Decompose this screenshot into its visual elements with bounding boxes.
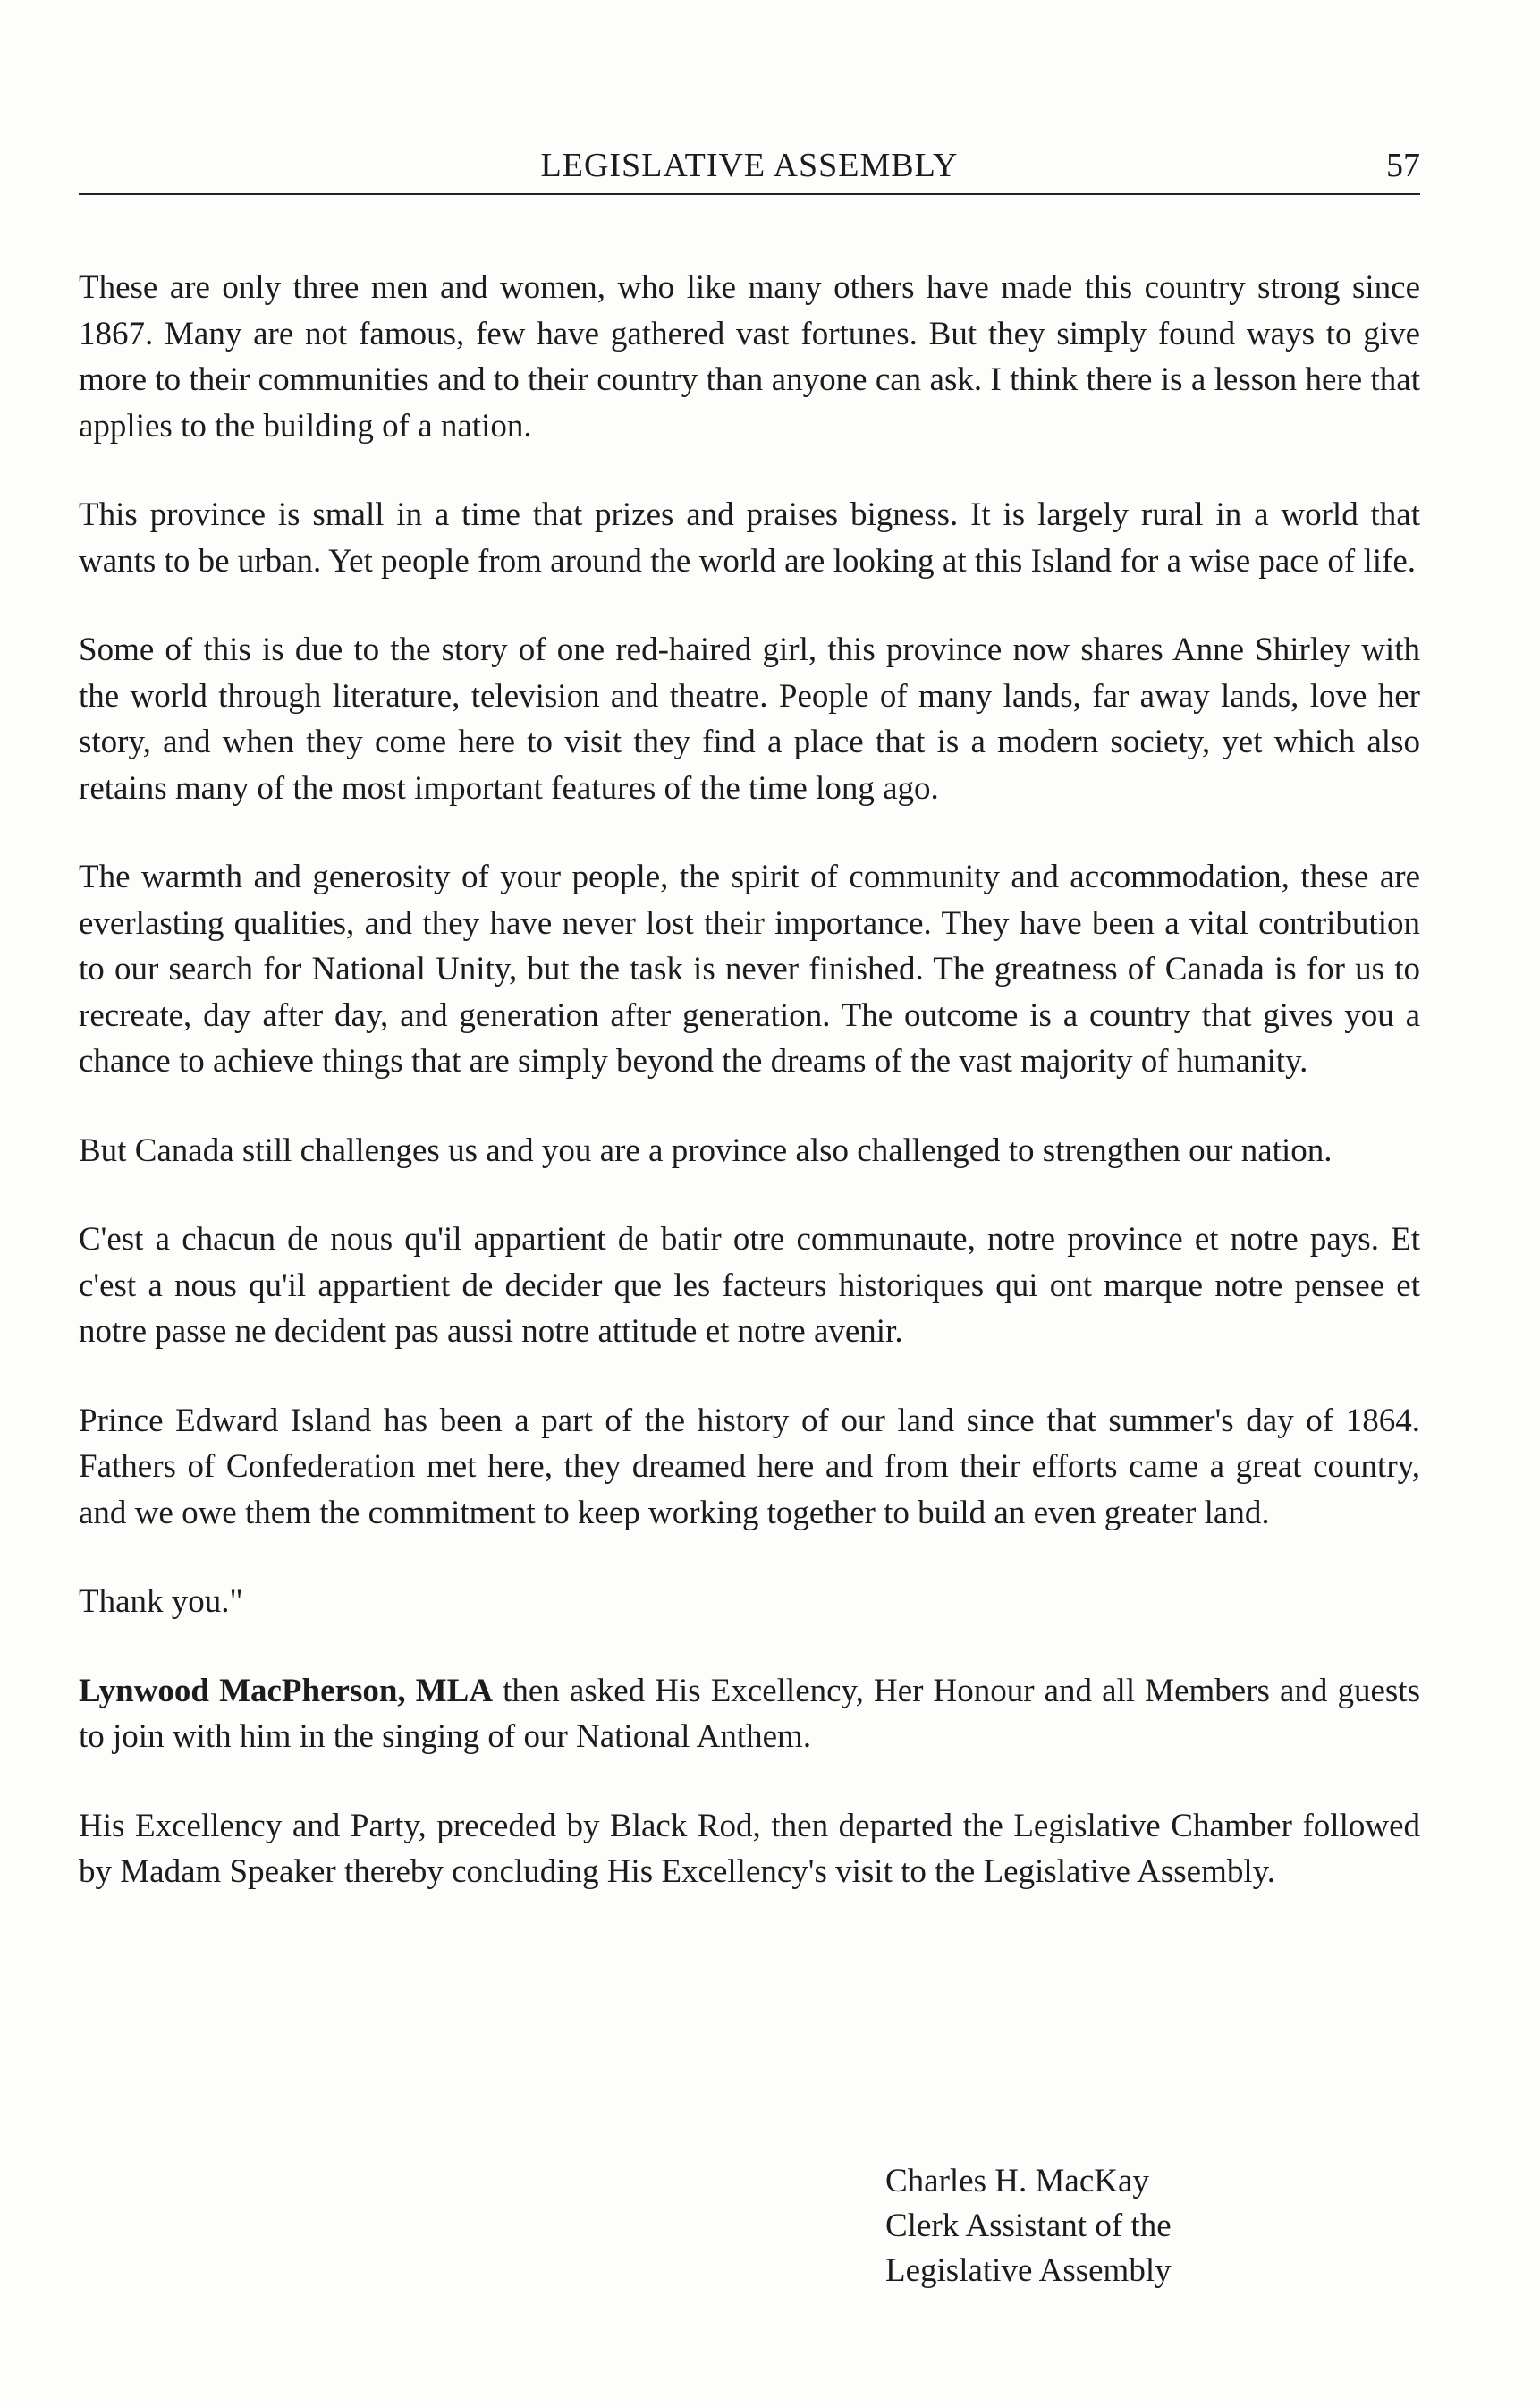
body-text bbox=[79, 265, 1420, 1938]
signature-block bbox=[885, 2159, 1172, 2293]
paragraph: The warmth and generosity of your people, the spirit of community and accommodation, these are everlasting qualities, and they have never lost their importance. They have been a vital contribution to our search for National Unity, but the task is never finished. The greatness of Canada is for us to recreate, day after day, and generation after generation. The outcome is a country that gives you a chance to achieve things that are simply beyond the dreams of the vast majority of humanity. bbox=[79, 859, 1420, 1080]
paragraph: Prince Edward Island has been a part of the history of our land since that summer's day of 1864. Fathers of Confederation met here, they dreamed here and from their efforts came a great country, and we owe them the commitment to keep working together to build an even greater land. bbox=[79, 1402, 1420, 1531]
signature-title-line: Legislative Assembly bbox=[885, 2252, 1172, 2289]
anthem-text: then asked His Excellency, Her Honour and all Members and guests to join with him in the singing of our National Anthem. bbox=[79, 1672, 1420, 1755]
anthem-paragraph bbox=[79, 1668, 1420, 1760]
paragraph: C'est a chacun de nous qu'il appartient de batir otre communaute, notre province et notre pays. Et c'est a nous qu'il appartient de decider que les facteurs historiques qui ont marque notre pensee et notre passe ne decident pas aussi notre attitude et notre avenir. bbox=[79, 1221, 1420, 1350]
page-number: 57 bbox=[1386, 147, 1420, 184]
running-header-title: LEGISLATIVE ASSEMBLY bbox=[540, 147, 959, 184]
signature-name: Charles H. MacKay bbox=[885, 2163, 1149, 2199]
paragraph: These are only three men and women, who like many others have made this country strong since 1867. Many are not famous, few have gathered vast fortunes. But they simply found ways to give more to their communities and to their country than anyone can ask. I think there is a lesson here that applies to the building of a nation. bbox=[79, 269, 1420, 445]
page-header bbox=[79, 143, 1420, 195]
closing-paragraph: His Excellency and Party, preceded by Black Rod, then departed the Legislative Chamber followed by Madam Speaker thereby concluding His Excellency's visit to the Legislative Assembly. bbox=[79, 1807, 1420, 1890]
signature-title-line: Clerk Assistant of the bbox=[885, 2208, 1172, 2244]
paragraph: But Canada still challenges us and you are a province also challenged to strengthen our nation. bbox=[79, 1131, 1333, 1169]
paragraph: Thank you." bbox=[79, 1583, 243, 1620]
paragraph: This province is small in a time that prizes and praises bigness. It is largely rural in a world that wants to be urban. Yet people from around the world are looking at this Island for a wise pace of life. bbox=[79, 496, 1420, 580]
speaker-name: Lynwood MacPherson, MLA bbox=[79, 1672, 494, 1709]
paragraph: Some of this is due to the story of one red-haired girl, this province now shares Anne Shirley with the world through literature, television and theatre. People of many lands, far away lands, love her story, and when they come here to visit they find a place that is a modern society, yet which also retains many of the most important features of the time long ago. bbox=[79, 631, 1420, 807]
